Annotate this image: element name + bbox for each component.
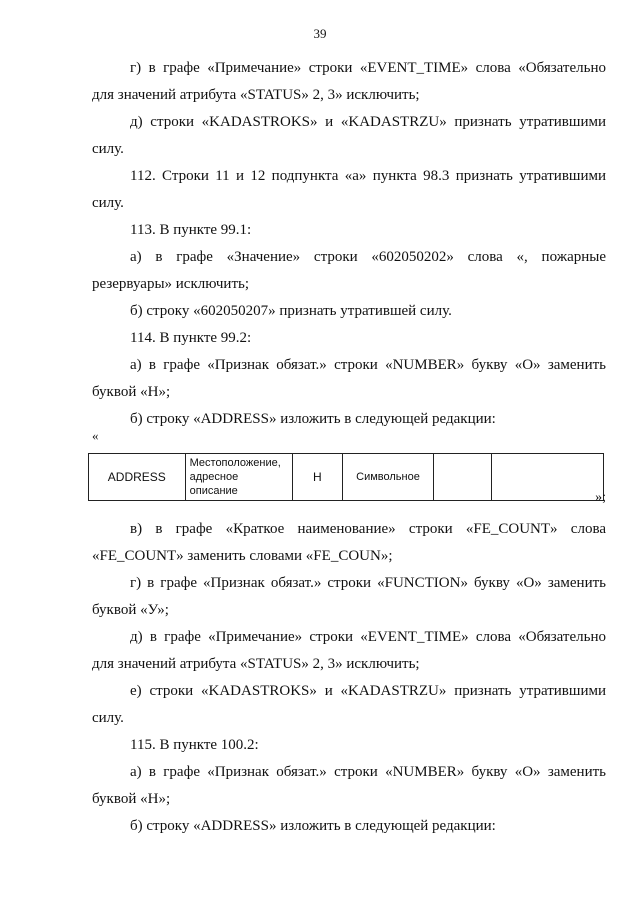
paragraph-115: 115. В пункте 100.2: [130, 737, 259, 753]
closing-quote: »; [595, 490, 606, 505]
paragraph-v-line1: в) в графе «Краткое наименование» строки «FE_COUNT» слова [130, 521, 606, 537]
paragraph-114b: б) строку «ADDRESS» изложить в следующей редакции: [130, 411, 496, 427]
paragraph-v-line2: «FE_COUNT» заменить словами «FE_COUN»; [92, 548, 393, 564]
cell-empty-2 [492, 454, 604, 501]
paragraph-d-line1: д) строки «KADASTROKS» и «KADASTRZU» признать утратившими [130, 114, 606, 130]
paragraph-d2-line1: д) в графе «Примечание» строки «EVENT_TIME» слова «Обязательно [130, 629, 606, 645]
table-row [89, 454, 604, 501]
paragraph-114a-line1: а) в графе «Признак обязат.» строки «NUMBER» букву «О» заменить [130, 357, 606, 373]
page-number: 39 [313, 26, 327, 41]
paragraph-113: 113. В пункте 99.1: [130, 222, 252, 238]
paragraph-115b: б) строку «ADDRESS» изложить в следующей редакции: [130, 818, 496, 834]
paragraph-112-line1: 112. Строки 11 и 12 подпункта «а» пункта 98.3 признать утратившими [130, 168, 606, 184]
address-table [88, 453, 604, 501]
paragraph-d2-line2: для значений атрибута «STATUS» 2, 3» исключить; [92, 656, 420, 672]
cell-empty-1 [433, 454, 491, 501]
paragraph-113a-line2: резервуары» исключить; [92, 276, 250, 292]
paragraph-g2-line1: г) в графе «Признак обязат.» строки «FUNCTION» букву «О» заменить [130, 575, 606, 591]
cell-description: Местоположение, адресное описание [185, 454, 292, 501]
paragraph-112-line2: силу. [92, 195, 124, 211]
paragraph-d-line2: силу. [92, 141, 124, 157]
paragraph-g2-line2: буквой «У»; [92, 602, 169, 618]
paragraph-115a-line2: буквой «Н»; [92, 791, 171, 807]
paragraph-e-line2: силу. [92, 710, 124, 726]
paragraph-g-line1: г) в графе «Примечание» строки «EVENT_TIME» слова «Обязательно [130, 60, 606, 76]
paragraph-e-line1: е) строки «KADASTROKS» и «KADASTRZU» признать утратившими [130, 683, 606, 699]
paragraph-114a-line2: буквой «Н»; [92, 384, 171, 400]
paragraph-115a-line1: а) в графе «Признак обязат.» строки «NUMBER» букву «О» заменить [130, 764, 606, 780]
paragraph-113b: б) строку «602050207» признать утратившей силу. [130, 303, 452, 319]
paragraph-g-line2: для значений атрибута «STATUS» 2, 3» исключить; [92, 87, 420, 103]
opening-quote: « [92, 428, 99, 443]
paragraph-114: 114. В пункте 99.2: [130, 330, 252, 346]
cell-required: Н [292, 454, 343, 501]
paragraph-113a-line1: а) в графе «Значение» строки «602050202» слова «, пожарные [130, 249, 606, 265]
cell-name: ADDRESS [89, 454, 186, 501]
cell-type: Символьное [343, 454, 434, 501]
